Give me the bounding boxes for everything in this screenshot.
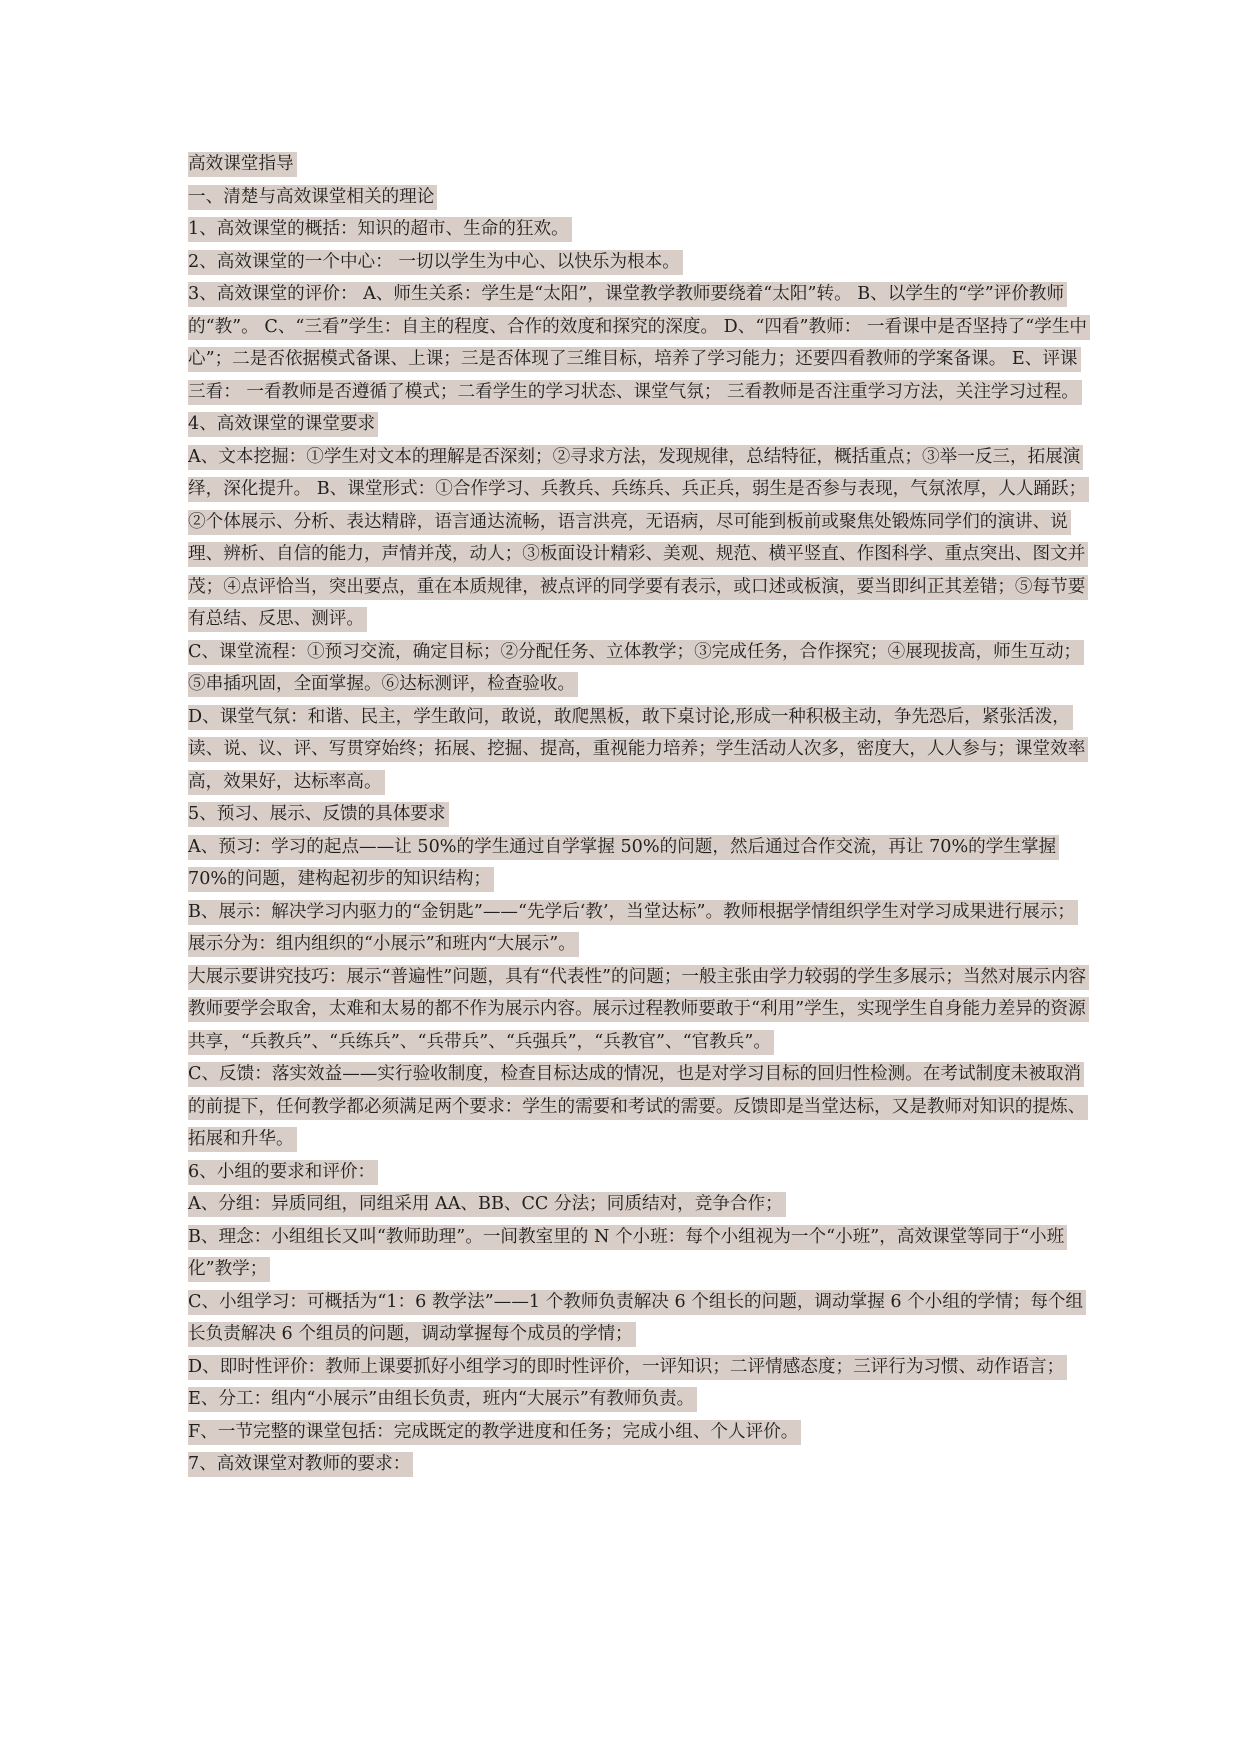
paragraph-2: 2、高效课堂的一个中心： 一切以学生为中心、以快乐为根本。 — [188, 246, 1088, 279]
paragraph-6b: B、理念：小组组长又叫“教师助理”。一间教室里的 N 个小班：每个小组视为一个“小班”，高效课堂等同于“小班化”教学； — [188, 1221, 1088, 1286]
paragraph-5c: C、反馈：落实效益——实行验收制度，检查目标达成的情况，也是对学习目标的回归性检测。在考试制度未被取消的前提下，任何教学都必须满足两个要求：学生的需要和考试的需要。反馈即是当堂达标，又是教师对知识的提炼、拓展和升华。 — [188, 1058, 1088, 1156]
section-heading-5: 5、预习、展示、反馈的具体要求 — [188, 798, 1088, 831]
paragraph-5a: A、预习：学习的起点——让 50%的学生通过自学掌握 50%的问题，然后通过合作交流，再让 70%的学生掌握 70%的问题，建构起初步的知识结构； — [188, 831, 1088, 896]
paragraph-4a: A、文本挖掘：①学生对文本的理解是否深刻；②寻求方法，发现规律，总结特征，概括重点；③举一反三，拓展演绎，深化提升。 B、课堂形式：①合作学习、兵教兵、兵练兵、兵正兵，弱生是否参与表现，气氛浓厚，人人踊跃；②个体展示、分析、表达精辟，语言通达流畅，语言洪亮，无语病，尽可能到板前或聚焦处锻炼同学们的演讲、说理、辨析、自信的能力，声情并茂，动人；③板面设计精彩、美观、规范、横平竖直、作图科学、重点突出、图文并茂；④点评恰当，突出要点，重在本质规律，被点评的同学要有表示，或口述或板演，要当即纠正其差错；⑤每节要有总结、反思、测评。 — [188, 441, 1088, 636]
section-heading-6: 6、小组的要求和评价： — [188, 1156, 1088, 1189]
section-heading-1: 一、清楚与高效课堂相关的理论 — [188, 181, 1088, 214]
paragraph-6e: E、分工：组内“小展示”由组长负责，班内“大展示”有教师负责。 — [188, 1383, 1088, 1416]
paragraph-5b: B、展示：解决学习内驱力的“金钥匙”——“先学后‘教’，当堂达标”。教师根据学情组织学生对学习成果进行展示； — [188, 896, 1088, 929]
document-page — [188, 148, 1088, 1481]
paragraph-3: 3、高效课堂的评价： A、师生关系：学生是“太阳”，课堂教学教师要绕着“太阳”转。 B、以学生的“学”评价教师的“教”。 C、“三看”学生：自主的程度、合作的效度和探究的深度。 D、“四看”教师： 一看课中是否坚持了“学生中心”；二是否依据模式备课、上课；三是否体现了三维目标，培养了学习能力；还要四看教师的学案备课。 E、评课三看： 一看教师是否遵循了模式；二看学生的学习状态、课堂气氛； 三看教师是否注重学习方法，关注学习过程。 4、高效课堂的课堂要求 — [188, 278, 1088, 441]
paragraph-5b-skill: 大展示要讲究技巧：展示“普遍性”问题，具有“代表性”的问题；一般主张由学力较弱的学生多展示；当然对展示内容教师要学会取舍，太难和太易的都不作为展示内容。展示过程教师要敢于“利用”学生，实现学生自身能力差异的资源共享，“兵教兵”、“兵练兵”、“兵带兵”、“兵强兵”，“兵教官”、“官教兵”。 — [188, 961, 1088, 1059]
paragraph-6f: F、一节完整的课堂包括：完成既定的教学进度和任务；完成小组、个人评价。 — [188, 1416, 1088, 1449]
paragraph-6a: A、分组：异质同组，同组采用 AA、BB、CC 分法；同质结对，竞争合作； — [188, 1188, 1088, 1221]
paragraph-6d: D、即时性评价：教师上课要抓好小组学习的即时性评价，一评知识；二评情感态度；三评行为习惯、动作语言； — [188, 1351, 1088, 1384]
section-heading-7: 7、高效课堂对教师的要求： — [188, 1448, 1088, 1481]
paragraph-4c: C、课堂流程：①预习交流，确定目标；②分配任务、立体教学；③完成任务，合作探究；④展现拔高，师生互动；⑤串插巩固，全面掌握。⑥达标测评，检查验收。 — [188, 636, 1088, 701]
paragraph-6c: C、小组学习：可概括为“1：6 教学法”——1 个教师负责解决 6 个组长的问题，调动掌握 6 个小组的学情；每个组长负责解决 6 个组员的问题，调动掌握每个成员的学情； — [188, 1286, 1088, 1351]
document-title: 高效课堂指导 — [188, 148, 1088, 181]
paragraph-4d: D、课堂气氛：和谐、民主，学生敢问，敢说，敢爬黑板，敢下桌讨论,形成一种积极主动，争先恐后，紧张活泼，读、说、议、评、写贯穿始终；拓展、挖掘、提高，重视能力培养；学生活动人次多，密度大，人人参与；课堂效率高，效果好，达标率高。 — [188, 701, 1088, 799]
paragraph-1: 1、高效课堂的概括：知识的超市、生命的狂欢。 — [188, 213, 1088, 246]
paragraph-5b-split: 展示分为：组内组织的“小展示”和班内“大展示”。 — [188, 928, 1088, 961]
